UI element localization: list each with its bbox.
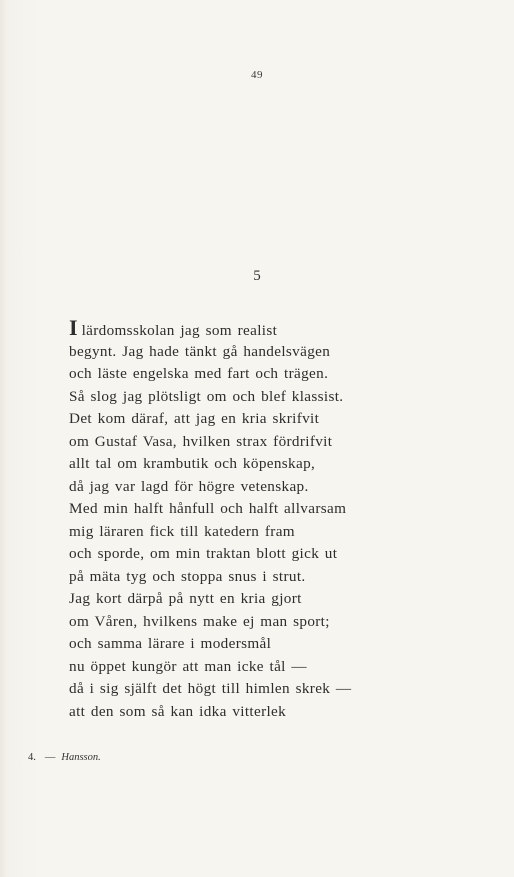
poem-line: på mäta tyg och stoppa snus i strut. [69, 567, 306, 585]
poem-line: begynt. Jag hade tänkt gå handelsvägen [69, 342, 331, 360]
poem-line [69, 315, 429, 341]
footer-dash: — [44, 752, 56, 763]
poem-line: om Gustaf Vasa, hvilken strax fördrifvit [69, 432, 333, 450]
poem-line: allt tal om krambutik och köpenskap, [69, 455, 316, 472]
poem-line: och sporde, om min traktan blott gick ut [69, 545, 338, 562]
poem-line: om Våren, hvilkens make ej man sport; [69, 612, 330, 630]
poem-line: då i sig själft det högt till himlen skrek — [69, 680, 352, 697]
poem-line: Det kom däraf, att jag en kria skrifvit [69, 410, 320, 427]
poem-line: och läste engelska med fart och trägen. [69, 365, 329, 382]
poem-line: Med min halft hånfull och halft allvarsam [69, 500, 347, 517]
poem-line-text: lärdomsskolan jag som realist [81, 322, 278, 339]
poem-line: då jag var lagd för högre vetenskap. [69, 477, 309, 495]
section-number: 5 [253, 268, 261, 284]
page-number: 49 [251, 69, 263, 81]
signature-footer [28, 752, 101, 763]
poem-line: nu öppet kungör att man icke tål — [69, 657, 307, 675]
poem-line: mig läraren fick till katedern fram [69, 522, 295, 540]
author-name: Hansson. [61, 752, 101, 763]
poem-line: och samma lärare i modersmål [69, 635, 272, 652]
poem-line: Så slog jag plötsligt om och blef klassist. [69, 387, 344, 405]
poem-text [69, 315, 429, 723]
poem-line: att den som så kan idka vitterlek [69, 702, 287, 720]
drop-cap: I [69, 315, 78, 340]
poem-line: Jag kort därpå på nytt en kria gjort [69, 590, 302, 607]
signature-mark: 4. [28, 752, 36, 763]
